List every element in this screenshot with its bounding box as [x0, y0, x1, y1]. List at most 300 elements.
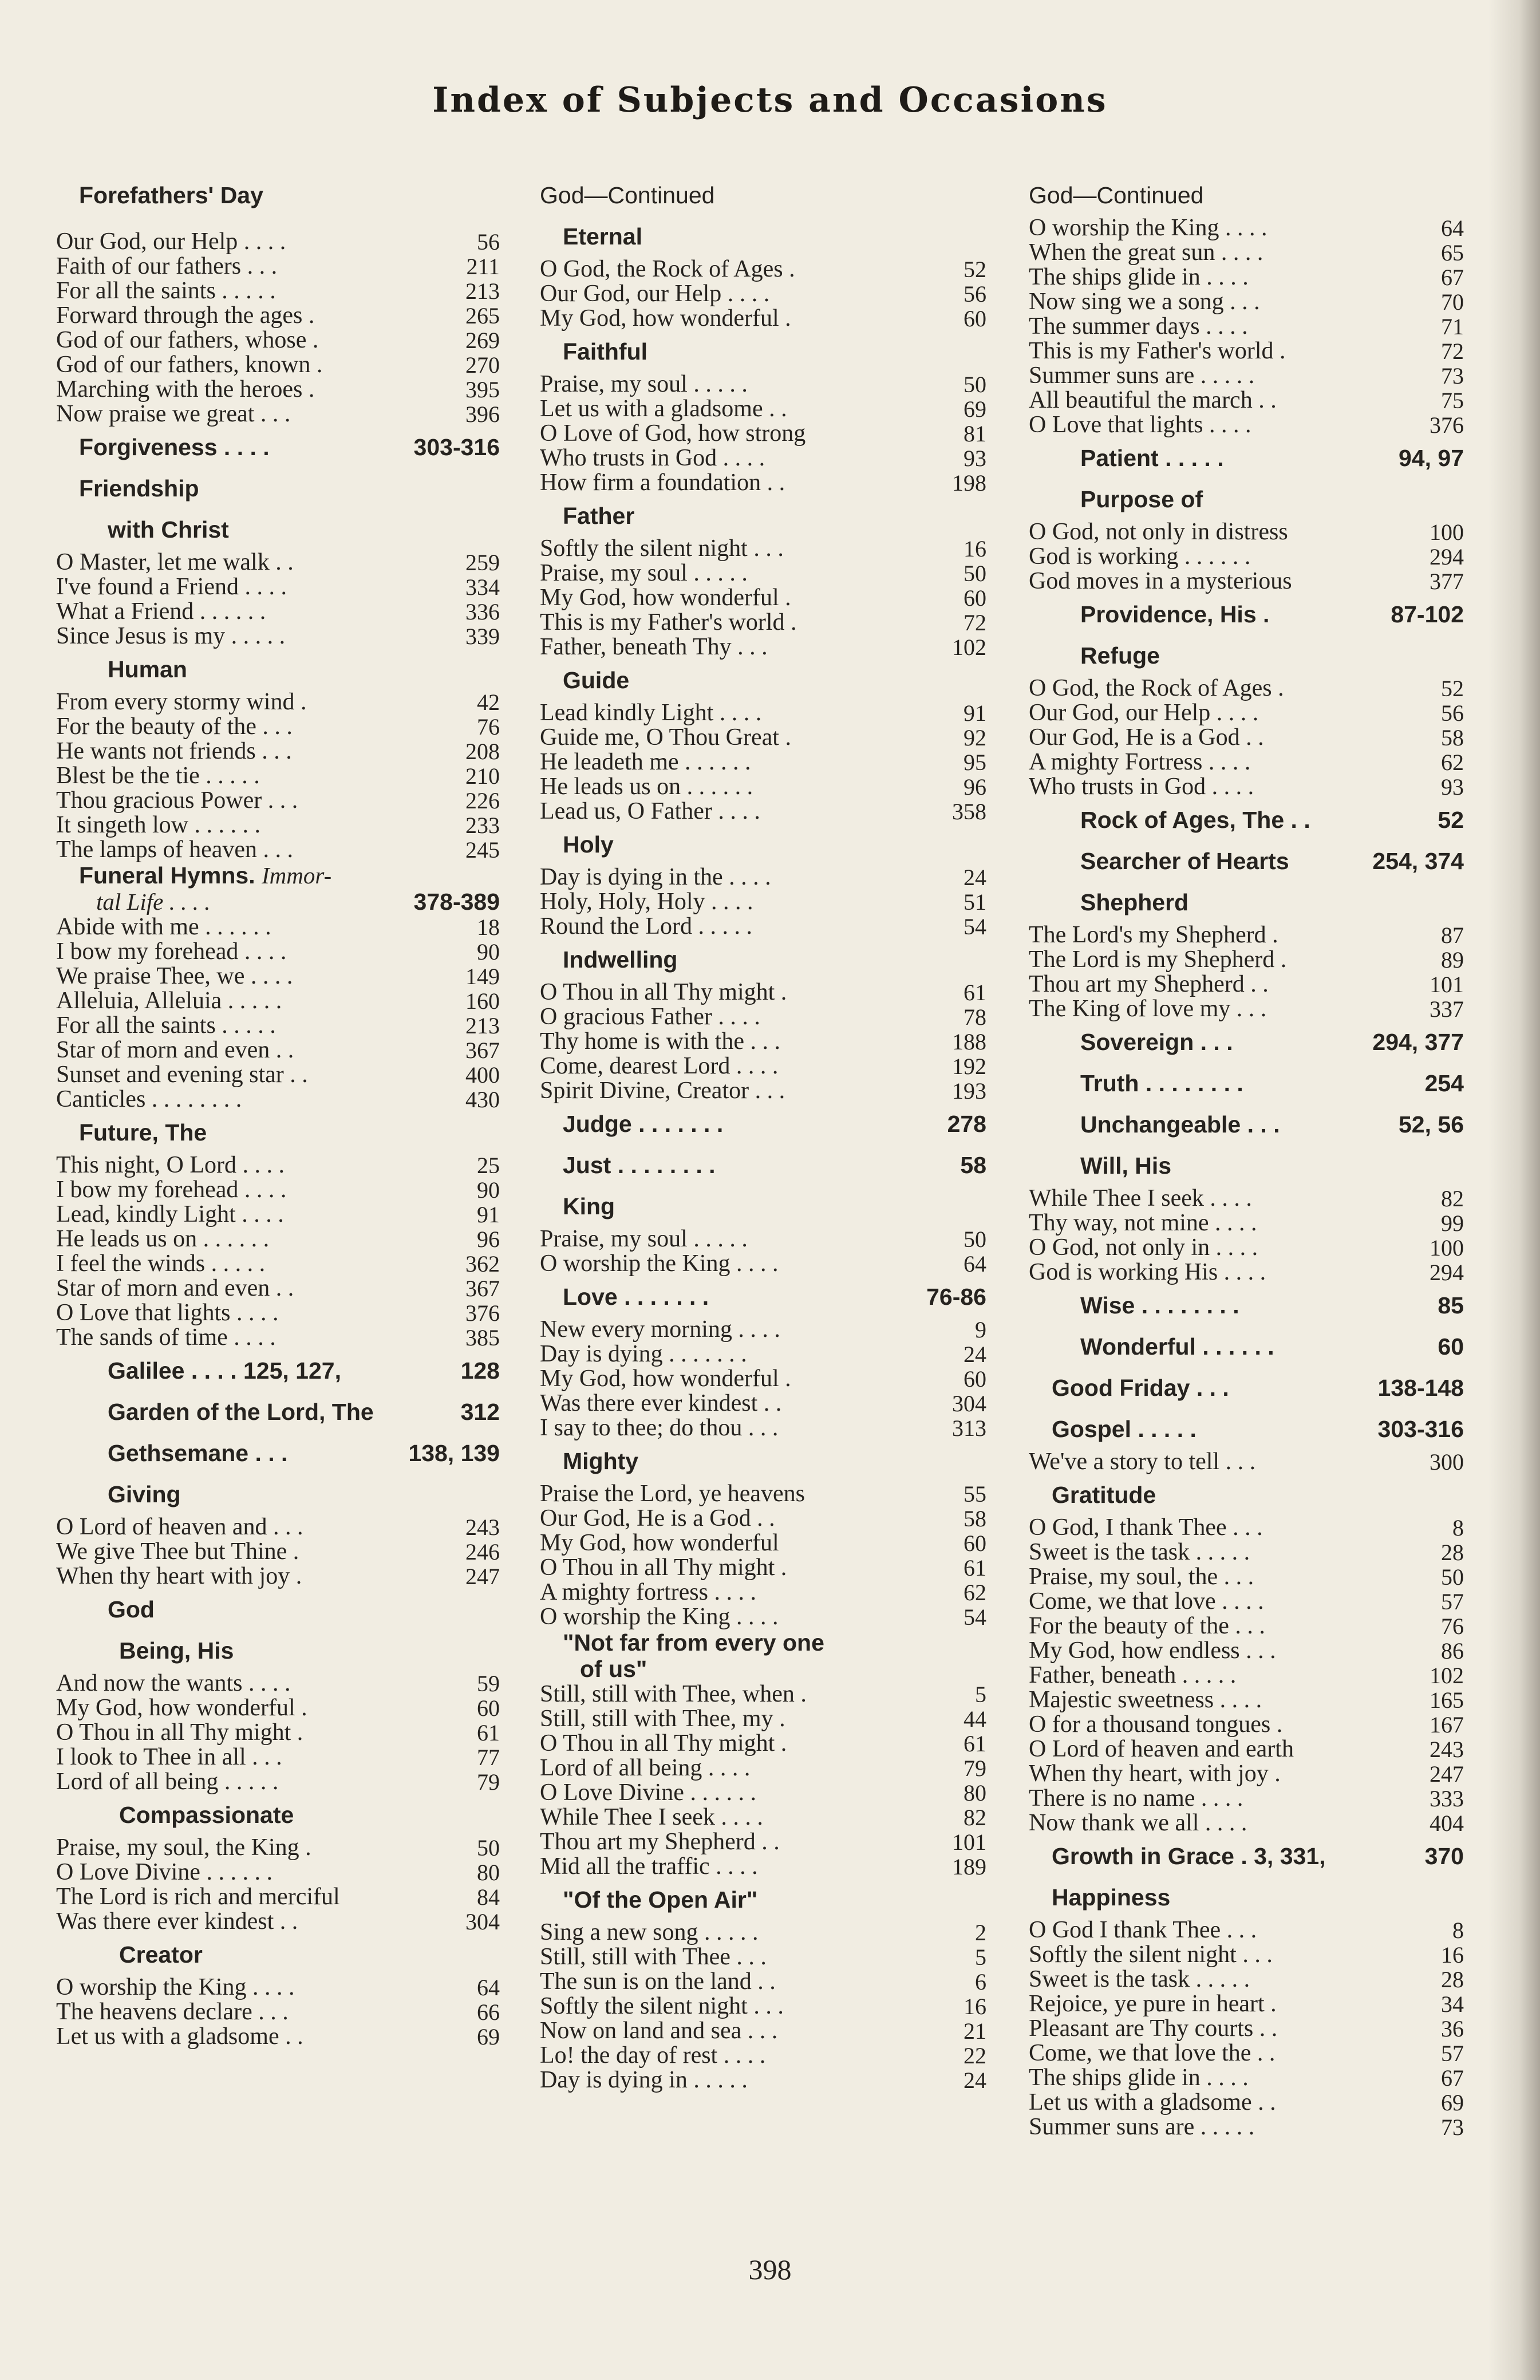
entry-label: Now praise we great . . .	[56, 401, 291, 427]
entry-label: King	[563, 1193, 615, 1219]
index-entry	[56, 1276, 500, 1301]
index-entry	[1029, 1918, 1464, 1943]
hymn-number: 377	[1430, 569, 1464, 594]
entry-label: The sands of time . . . .	[56, 1324, 276, 1351]
index-entry	[540, 1482, 986, 1506]
entry-label: My God, how wonderful .	[540, 305, 791, 331]
index-entry	[540, 1005, 986, 1029]
hymn-number: 61	[964, 1731, 986, 1757]
hymn-number: 254	[1424, 1070, 1464, 1096]
index-entry	[56, 575, 500, 599]
hymn-number: 94, 97	[1399, 445, 1464, 471]
index-entry	[56, 1087, 500, 1112]
entry-label: Faith of our fathers . . .	[56, 253, 278, 279]
hymn-number: 62	[964, 1580, 986, 1605]
hymn-number: 56	[964, 281, 986, 307]
index-entry	[56, 353, 500, 377]
hymn-number: 50	[964, 1226, 986, 1252]
hymn-number: 60	[964, 1530, 986, 1556]
index-entry	[56, 1885, 500, 1909]
entry-label: Spirit Divine, Creator . . .	[540, 1077, 785, 1104]
entry-label: O Lord of heaven and earth	[1029, 1736, 1294, 1762]
index-entry	[1029, 1663, 1464, 1688]
index-entry	[56, 1720, 500, 1745]
entry-label: Shepherd	[1080, 889, 1189, 915]
hymn-number: 294, 377	[1372, 1029, 1464, 1055]
entry-label: Thou art my Shepherd . .	[1029, 971, 1269, 997]
entry-label: My God, how wonderful .	[540, 585, 791, 611]
index-entry	[1029, 2016, 1464, 2041]
index-entry	[540, 1252, 986, 1276]
subject-heading	[540, 1103, 986, 1144]
subject-heading	[56, 1630, 500, 1671]
entry-label: Gethsemane . . .	[108, 1440, 288, 1466]
index-entry	[1029, 1712, 1464, 1737]
entry-label: Was there ever kindest . .	[540, 1390, 782, 1416]
hymn-number: 52	[1438, 807, 1464, 833]
subject-heading	[1029, 635, 1464, 676]
entry-label: O worship the King . . . .	[540, 1250, 779, 1277]
hymn-number: 79	[477, 1769, 500, 1795]
index-entry	[540, 914, 986, 939]
entry-label: Sovereign . . .	[1080, 1029, 1233, 1055]
index-entry	[540, 701, 986, 725]
entry-label: God	[108, 1596, 155, 1623]
hymn-number: 93	[964, 445, 986, 471]
entry-label: Who trusts in God . . . .	[540, 445, 765, 471]
index-entry	[540, 1029, 986, 1054]
hymn-number: 90	[477, 939, 500, 965]
hymn-number: 77	[477, 1744, 500, 1770]
page-title: Index of Subjects and Occasions	[432, 80, 1108, 120]
hymn-number: 76-86	[926, 1284, 986, 1310]
entry-label: God—Continued	[1029, 182, 1204, 208]
hymn-number: 367	[465, 1037, 500, 1063]
hymn-number: 245	[465, 837, 500, 863]
hymn-number: 58	[964, 1506, 986, 1532]
hymn-number: 56	[477, 229, 500, 255]
entry-label: We've a story to tell . . .	[1029, 1448, 1256, 1475]
entry-label: I feel the winds . . . . .	[56, 1250, 266, 1277]
index-entry	[56, 2000, 500, 2024]
page-edge-shadow	[1488, 0, 1540, 2380]
entry-label: Was there ever kindest . .	[56, 1908, 298, 1935]
entry-label: For all the saints . . . . .	[56, 278, 276, 304]
hymn-number: 16	[964, 536, 986, 562]
entry-label: Pleasant are Thy courts . .	[1029, 2015, 1278, 2042]
index-entry	[540, 1531, 986, 1556]
entry-label: I've found a Friend . . . .	[56, 574, 287, 600]
index-entry	[540, 1945, 986, 1969]
entry-label: Father, beneath Thy . . .	[540, 634, 768, 660]
entry-label: O God, the Rock of Ages .	[1029, 675, 1284, 701]
hymn-number: 300	[1430, 1449, 1464, 1475]
entry-label: Galilee . . . . 125, 127,	[108, 1357, 341, 1384]
subject-heading	[1029, 1836, 1464, 1877]
hymn-number: 100	[1430, 1235, 1464, 1261]
index-entry	[56, 1975, 500, 2000]
entry-label: What a Friend . . . . . .	[56, 598, 266, 625]
index-entry	[540, 1920, 986, 1945]
entry-label: Come, dearest Lord . . . .	[540, 1053, 779, 1079]
hymn-number: 93	[1441, 774, 1464, 800]
entry-label: While Thee I seek . . . .	[1029, 1185, 1252, 1211]
entry-label: The summer days . . . .	[1029, 313, 1248, 340]
index-entry	[540, 1367, 986, 1391]
index-entry	[540, 865, 986, 890]
index-entry	[540, 1605, 986, 1629]
entry-label: This night, O Lord . . . .	[56, 1152, 285, 1178]
entry-label: Wonderful . . . . . .	[1080, 1333, 1274, 1360]
entry-label: We praise Thee, we . . . .	[56, 963, 293, 989]
index-entry	[540, 536, 986, 561]
subject-heading	[540, 1879, 986, 1920]
index-entry	[540, 2068, 986, 2093]
entry-label: Compassionate	[119, 1802, 294, 1828]
entry-label: Judge . . . . . . .	[563, 1111, 724, 1137]
index-entry	[56, 1860, 500, 1885]
entry-label: Lord of all being . . . .	[540, 1755, 751, 1781]
entry-label: God of our fathers, known .	[56, 352, 323, 378]
index-entry	[1029, 1540, 1464, 1565]
hymn-number: 16	[964, 1994, 986, 2019]
entry-label: Thy home is with the . . .	[540, 1028, 780, 1055]
entry-label: Praise, my soul . . . . .	[540, 560, 748, 586]
entry-label: The sun is on the land . .	[540, 1968, 776, 1995]
entry-label-italic: Immor-	[262, 862, 332, 889]
entry-label: We give Thee but Thine .	[56, 1538, 299, 1565]
subject-heading	[56, 1794, 500, 1836]
index-entry	[1029, 240, 1464, 265]
entry-label: God of our fathers, whose .	[56, 327, 319, 353]
entry-label: Funeral Hymns.	[79, 862, 255, 889]
index-entry	[1029, 775, 1464, 799]
entry-label: O God, I thank Thee . . .	[1029, 1514, 1263, 1541]
hymn-number: 80	[477, 1860, 500, 1885]
index-entry	[540, 2043, 986, 2068]
entry-label: New every morning . . . .	[540, 1316, 780, 1343]
entry-label: Praise the Lord, ye heavens	[540, 1481, 805, 1507]
subject-heading	[540, 1276, 986, 1317]
hymn-number: 52	[1441, 676, 1464, 701]
entry-label: The Lord's my Shepherd .	[1029, 922, 1278, 948]
entry-label: Friendship	[79, 475, 199, 502]
index-entry	[1029, 520, 1464, 544]
hymn-number: 376	[465, 1300, 500, 1326]
hymn-number: 24	[964, 865, 986, 890]
entry-label: Thou gracious Power . . .	[56, 787, 298, 814]
index-entry	[56, 377, 500, 402]
entry-label: O God I thank Thee . . .	[1029, 1917, 1257, 1943]
hymn-number: 102	[952, 634, 986, 660]
hymn-number: 5	[975, 1944, 986, 1970]
hymn-number: 404	[1430, 1810, 1464, 1836]
entry-label: Our God, our Help . . . .	[56, 228, 286, 255]
hymn-number: 247	[465, 1564, 500, 1589]
entry-label: Lead kindly Light . . . .	[540, 700, 762, 726]
hymn-number: 193	[952, 1078, 986, 1104]
index-entry	[56, 1836, 500, 1860]
entry-label: Praise, my soul, the . . .	[1029, 1564, 1254, 1590]
hymn-number: 82	[964, 1805, 986, 1830]
hymn-number: 165	[1430, 1687, 1464, 1713]
index-entry	[1029, 290, 1464, 314]
hymn-number: 233	[465, 812, 500, 838]
hymn-number: 210	[465, 763, 500, 789]
entry-label: When the great sun . . . .	[1029, 239, 1263, 266]
entry-label: Still, still with Thee, when .	[540, 1681, 807, 1707]
hymn-number: 52	[964, 256, 986, 282]
entry-label: Day is dying in . . . . .	[540, 2067, 748, 2093]
entry-label: Thou art my Shepherd . .	[540, 1829, 780, 1855]
index-entry	[56, 964, 500, 989]
index-entry	[56, 838, 500, 862]
entry-label: Let us with a gladsome . .	[1029, 2089, 1276, 2115]
hymn-number: 55	[964, 1481, 986, 1507]
entry-label: Abide with me . . . . . .	[56, 914, 271, 940]
entry-label-continued: of us"	[580, 1656, 647, 1682]
hymn-number: 28	[1441, 1967, 1464, 1992]
index-entry	[540, 1830, 986, 1854]
index-entry	[1029, 569, 1464, 594]
entry-label: Our God, our Help . . . .	[1029, 700, 1259, 726]
hymn-number: 101	[952, 1829, 986, 1855]
subject-heading	[1029, 1326, 1464, 1367]
index-entry	[540, 372, 986, 397]
entry-label: Gospel . . . . .	[1052, 1416, 1197, 1442]
entry-label: O Master, let me walk . .	[56, 549, 294, 575]
entry-label: He leads us on . . . . . .	[56, 1226, 270, 1252]
entry-label: Alleluia, Alleluia . . . . .	[56, 988, 282, 1014]
subject-heading	[1029, 1021, 1464, 1063]
subject-heading	[56, 862, 500, 915]
subject-heading	[540, 1144, 986, 1186]
entry-label: A mighty fortress . . . .	[540, 1579, 756, 1605]
entry-label: Now on land and sea . . .	[540, 2018, 778, 2044]
index-entry	[56, 764, 500, 788]
index-entry	[1029, 725, 1464, 750]
entry-label: Lead, kindly Light . . . .	[56, 1201, 284, 1228]
entry-label: Human	[108, 656, 187, 682]
index-entry	[540, 561, 986, 586]
spacer	[56, 216, 500, 230]
entry-label: O God, not only in . . . .	[1029, 1234, 1258, 1261]
hymn-number: 91	[477, 1202, 500, 1228]
entry-label: Providence, His .	[1080, 601, 1270, 627]
entry-label: O worship the King . . . .	[1029, 215, 1267, 241]
index-entry	[1029, 1992, 1464, 2016]
index-entry	[1029, 948, 1464, 972]
hymn-number: 400	[465, 1062, 500, 1088]
hymn-number: 313	[952, 1415, 986, 1441]
entry-label: O Love that lights . . . .	[1029, 412, 1251, 438]
index-entry	[1029, 1236, 1464, 1260]
entry-label: Creator	[119, 1941, 203, 1968]
entry-label: Canticles . . . . . . . .	[56, 1086, 242, 1112]
hymn-number: 60	[1438, 1333, 1464, 1360]
subject-heading	[1029, 1145, 1464, 1186]
index-entry	[540, 1079, 986, 1103]
entry-label: Come, we that love the . .	[1029, 2040, 1276, 2066]
entry-label: Our God, He is a God . .	[540, 1505, 775, 1532]
hymn-number: 82	[1441, 1186, 1464, 1211]
index-entry	[540, 725, 986, 750]
hymn-number: 24	[964, 1341, 986, 1367]
hymn-number: 50	[477, 1835, 500, 1861]
index-entry	[1029, 1786, 1464, 1811]
entry-label: Thy way, not mine . . . .	[1029, 1210, 1257, 1236]
index-entry	[56, 1202, 500, 1227]
hymn-number: 247	[1430, 1761, 1464, 1787]
hymn-number: 336	[465, 599, 500, 625]
subject-heading	[1029, 594, 1464, 635]
index-entry	[56, 915, 500, 940]
entry-label: Being, His	[119, 1637, 234, 1664]
entry-label: God is working His . . . .	[1029, 1259, 1266, 1285]
index-entry	[56, 1038, 500, 1063]
hymn-number: 9	[975, 1317, 986, 1343]
entry-label: with Christ	[108, 516, 229, 543]
hymn-number: 102	[1430, 1663, 1464, 1688]
index-entry	[540, 397, 986, 421]
hymn-number: 61	[964, 980, 986, 1005]
hymn-number: 333	[1430, 1786, 1464, 1811]
index-entry	[56, 303, 500, 328]
hymn-number: 246	[465, 1539, 500, 1565]
entry-label: All beautiful the march . .	[1029, 387, 1277, 413]
index-entry	[540, 1781, 986, 1805]
subject-heading	[56, 1391, 500, 1432]
entry-label: Blest be the tie . . . . .	[56, 763, 260, 789]
hymn-number: 60	[964, 585, 986, 611]
subject-heading	[540, 331, 986, 372]
entry-label: For the beauty of the . . .	[1029, 1613, 1265, 1639]
index-entry	[540, 1707, 986, 1731]
hymn-number: 254, 374	[1372, 848, 1464, 874]
hymn-number: 54	[964, 1604, 986, 1630]
index-entry	[1029, 1186, 1464, 1211]
subject-heading	[56, 1474, 500, 1515]
index-entry	[1029, 1943, 1464, 1967]
hymn-number: 294	[1430, 1260, 1464, 1285]
index-entry	[1029, 923, 1464, 948]
hymn-number: 50	[964, 561, 986, 586]
hymn-number: 376	[1430, 412, 1464, 438]
hymn-number: 67	[1441, 2065, 1464, 2091]
index-entry	[1029, 2066, 1464, 2090]
index-entry	[540, 2019, 986, 2043]
index-entry	[56, 1063, 500, 1087]
hymn-number: 370	[1424, 1843, 1464, 1869]
index-entry	[1029, 750, 1464, 775]
hymn-number: 89	[1441, 947, 1464, 973]
index-entry	[540, 1805, 986, 1830]
entry-label: Praise, my soul, the King .	[56, 1834, 311, 1861]
hymn-number: 92	[964, 725, 986, 751]
index-entry	[1029, 2090, 1464, 2115]
entry-label: O God, not only in distress	[1029, 519, 1288, 545]
entry-label: Rejoice, ye pure in heart .	[1029, 1991, 1277, 2017]
index-entry	[56, 1696, 500, 1720]
hymn-number: 278	[947, 1111, 986, 1137]
hymn-number: 22	[964, 2043, 986, 2069]
hymn-number: 62	[1441, 749, 1464, 775]
index-entry	[540, 471, 986, 495]
entry-label: Forefathers' Day	[79, 182, 263, 208]
entry-label: O worship the King . . . .	[540, 1604, 779, 1630]
hymn-number: 367	[465, 1276, 500, 1301]
hymn-number: 189	[952, 1854, 986, 1880]
entry-label: "Not far from every one	[563, 1629, 824, 1656]
entry-label: How firm a foundation . .	[540, 469, 785, 496]
index-entry	[56, 1325, 500, 1350]
entry-label: Still, still with Thee . . .	[540, 1944, 767, 1970]
hymn-number: 21	[964, 2018, 986, 2044]
index-entry	[540, 446, 986, 471]
entry-label: Gratitude	[1052, 1482, 1156, 1508]
entry-label: He leads us on . . . . . .	[540, 773, 753, 800]
index-entry	[540, 282, 986, 306]
hymn-number: 58	[1441, 725, 1464, 751]
entry-label: Since Jesus is my . . . . .	[56, 623, 286, 649]
subject-heading	[540, 660, 986, 701]
index-entry	[1029, 1450, 1464, 1474]
hymn-number: 226	[465, 788, 500, 814]
hymn-number: 76	[477, 714, 500, 740]
index-entry	[56, 1745, 500, 1770]
subject-heading	[56, 427, 500, 468]
index-entry	[56, 788, 500, 813]
entry-label: Searcher of Hearts	[1080, 848, 1289, 874]
subject-heading	[1029, 799, 1464, 840]
hymn-number: 294	[1430, 544, 1464, 570]
index-entry	[1029, 1762, 1464, 1786]
entry-label: Praise, my soul . . . . .	[540, 1226, 748, 1252]
subject-heading	[540, 495, 986, 536]
subject-heading	[540, 1629, 986, 1682]
index-entry	[540, 799, 986, 824]
hymn-number: 101	[1430, 972, 1464, 997]
hymn-number: 16	[1441, 1942, 1464, 1968]
index-entry	[1029, 364, 1464, 388]
entry-label: Love . . . . . . .	[563, 1284, 709, 1310]
hymn-number: 70	[1441, 289, 1464, 315]
index-entry	[540, 1994, 986, 2019]
hymn-number: 8	[1452, 1515, 1464, 1541]
entry-label: Patient . . . . .	[1080, 445, 1224, 471]
entry-label: Star of morn and even . .	[56, 1037, 294, 1063]
entry-label: Growth in Grace . 3, 331,	[1052, 1843, 1326, 1869]
hymn-number: 78	[964, 1004, 986, 1030]
hymn-number: 270	[465, 352, 500, 378]
entry-label: I look to Thee in all . . .	[56, 1744, 282, 1770]
hymn-number: 90	[477, 1177, 500, 1203]
index-entry	[1029, 1737, 1464, 1762]
index-entry	[56, 1540, 500, 1564]
entry-label: Softly the silent night . . .	[540, 1993, 784, 2019]
hymn-number: 75	[1441, 388, 1464, 413]
hymn-number: 96	[477, 1226, 500, 1252]
entry-label: Lord of all being . . . . .	[56, 1769, 279, 1795]
index-entry	[56, 279, 500, 303]
entry-label: Forgiveness . . . .	[79, 434, 270, 460]
entry-label: Majestic sweetness . . . .	[1029, 1687, 1262, 1713]
subject-heading	[56, 509, 500, 550]
index-entry	[540, 1391, 986, 1416]
subject-heading	[540, 1186, 986, 1227]
entry-label: I bow my forehead . . . .	[56, 938, 287, 965]
index-entry	[1029, 1967, 1464, 1992]
